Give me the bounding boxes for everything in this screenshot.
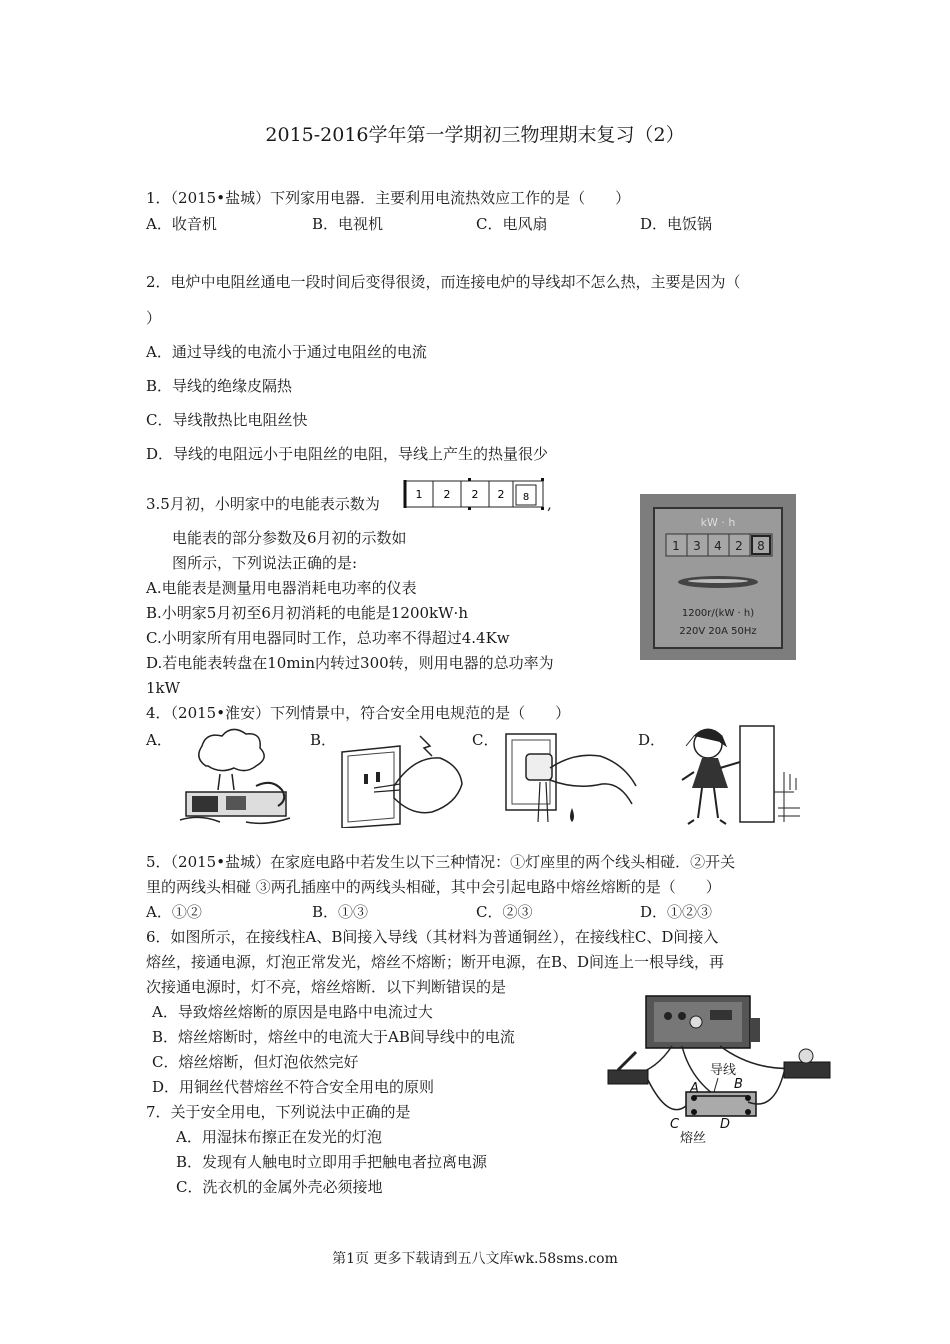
q2-option-b: B．导线的绝缘皮隔热 <box>146 377 293 395</box>
q6-option-d: D．用铜丝代替熔丝不符合安全用电的原则 <box>152 1078 435 1096</box>
q3-option-a: A.电能表是测量用电器消耗电功率的仪表 <box>146 579 417 597</box>
q4-image-d <box>664 722 806 832</box>
meter-photo <box>640 494 796 660</box>
q3-stem-a: 3.5月初，小明家中的电能表示数为 <box>146 495 380 513</box>
q3-option-c: C.小明家所有用电器同时工作，总功率不得超过4.4Kw <box>146 629 510 647</box>
q7-option-b: B．发现有人触电时立即用手把触电者拉离电源 <box>176 1153 488 1171</box>
page-footer: 第1页 更多下载请到五八文库wk.58sms.com <box>332 1251 618 1267</box>
q2-option-c: C．导线散热比电阻丝快 <box>146 411 308 429</box>
inline-digit-4: 2 <box>497 488 505 501</box>
q4-image-c <box>500 724 640 830</box>
q5-stem-line1: 5．（2015•盐城）在家庭电路中若发生以下三种情况：①灯座里的两个线头相碰．②开关 <box>146 853 736 871</box>
q1-option-b: B．电视机 <box>312 215 384 233</box>
q3-stem-c: 图所示，下列说法正确的是: <box>172 554 358 572</box>
q3-stem-a-end: , <box>547 495 552 513</box>
inline-digit-1: 1 <box>415 488 423 501</box>
q2-option-a: A．通过导线的电流小于通过电阻丝的电流 <box>146 343 427 361</box>
fig-label-a: A <box>690 1081 699 1096</box>
q7-option-c: C．洗衣机的金属外壳必须接地 <box>176 1178 383 1196</box>
q3-option-d: D.若电能表转盘在10min内转过300转，则用电器的总功率为 <box>146 654 554 672</box>
q6-stem-line3: 次接通电源时，灯不亮，熔丝熔断．以下判断错误的是 <box>146 978 507 996</box>
inline-digit-5: 8 <box>522 492 530 503</box>
q6-stem-line2: 熔丝，接通电源，灯泡正常发光，熔丝不熔断；断开电源，在B、D间连上一根导线，再 <box>146 953 725 971</box>
q3-option-d-cont: 1kW <box>146 679 181 697</box>
q2-stem-cont: ） <box>146 309 162 327</box>
q6-option-b: B．熔丝熔断时，熔丝中的电流大于AB间导线中的电流 <box>152 1028 515 1046</box>
inline-digit-2: 2 <box>443 488 451 501</box>
inline-digit-3: 2 <box>471 488 479 501</box>
q5-option-d: D．①②③ <box>640 903 713 921</box>
q7-stem: 7．关于安全用电，下列说法中正确的是 <box>146 1103 411 1121</box>
q5-option-c: C．②③ <box>476 903 533 921</box>
q2-stem: 2．电炉中电阻丝通电一段时间后变得很烫，而连接电炉的导线却不怎么热，主要是因为（ <box>146 273 741 291</box>
q4-image-a <box>176 726 296 828</box>
meter-digit-5: 8 <box>757 539 765 553</box>
fig-label-wire: 导线 <box>710 1063 737 1078</box>
page-title: 2015-2016学年第一学期初三物理期末复习（2） <box>265 124 685 146</box>
meter-spec-rating: 220V 20A 50Hz <box>679 626 757 637</box>
q6-stem-line1: 6．如图所示，在接线柱A、B间接入导线（其材料为普通铜丝），在接线柱C、D间接入 <box>146 928 719 946</box>
inline-meter-reading <box>402 478 546 510</box>
q1-option-d: D．电饭锅 <box>640 215 713 233</box>
q1-stem: 1．（2015•盐城）下列家用电器．主要利用电流热效应工作的是（ ） <box>146 189 631 207</box>
meter-digit-2: 3 <box>693 539 701 553</box>
q2-option-d: D．导线的电阻远小于电阻丝的电阻，导线上产生的热量很少 <box>146 445 549 463</box>
q1-option-c: C．电风扇 <box>476 215 548 233</box>
q3-stem-b: 电能表的部分参数及6月初的示数如 <box>172 529 407 547</box>
q5-option-b: B．①③ <box>312 903 369 921</box>
q6-option-c: C．熔丝熔断，但灯泡依然完好 <box>152 1053 359 1071</box>
q4-image-b <box>334 726 466 828</box>
q4-label-c: C． <box>472 731 499 749</box>
q4-label-b: B． <box>310 731 337 749</box>
q4-label-a: A． <box>146 731 172 749</box>
q4-label-d: D． <box>638 731 666 749</box>
meter-digit-1: 1 <box>672 539 680 553</box>
fig-label-b: B <box>734 1077 743 1092</box>
fig-label-fuse: 熔丝 <box>680 1131 707 1146</box>
q7-option-a: A．用湿抹布擦正在发光的灯泡 <box>176 1128 382 1146</box>
q5-stem-line2: 里的两线头相碰 ③两孔插座中的两线头相碰，其中会引起电路中熔丝熔断的是（ ） <box>146 878 721 896</box>
fig-label-d: D <box>720 1117 731 1132</box>
q1-option-a: A．收音机 <box>146 215 217 233</box>
meter-spec-rev: 1200r/(kW · h) <box>681 608 755 619</box>
q6-option-a: A．导致熔丝熔断的原因是电路中电流过大 <box>152 1003 433 1021</box>
q4-stem: 4．（2015•淮安）下列情景中，符合安全用电规范的是（ ） <box>146 704 571 722</box>
q6-circuit-figure <box>598 988 842 1146</box>
meter-unit: kW · h <box>700 516 736 529</box>
q5-option-a: A．①② <box>146 903 202 921</box>
q3-option-b: B.小明家5月初至6月初消耗的电能是1200kW·h <box>146 604 468 622</box>
fig-label-c: C <box>670 1117 680 1132</box>
meter-digit-4: 2 <box>735 539 743 553</box>
meter-digit-3: 4 <box>714 539 722 553</box>
